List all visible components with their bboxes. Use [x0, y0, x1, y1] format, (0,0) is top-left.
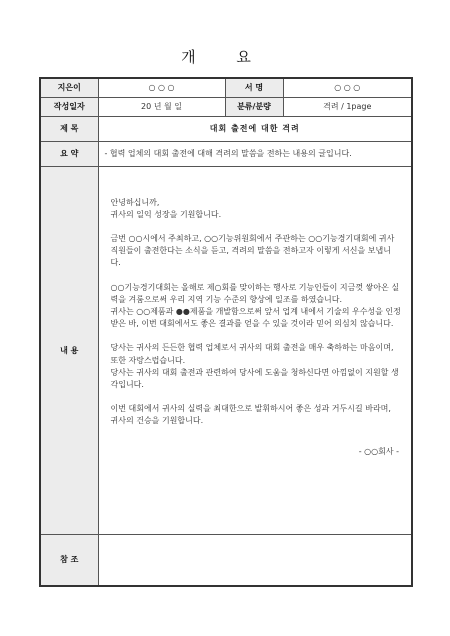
date-value: 20 년 월 일 — [98, 97, 225, 116]
writer-value: ○ ○ ○ — [98, 78, 225, 97]
category-label: 분류/분량 — [225, 97, 283, 116]
subject-label: 제 목 — [40, 116, 98, 141]
content-label: 내 용 — [40, 166, 98, 534]
content-body — [98, 166, 412, 534]
content-paragraph: 금번 ○○시에서 주최하고, ○○기능위원회에서 주관하는 ○○기능경기대회에 귀사 직원들이 출전한다는 소식을 듣고, 격려의 말씀을 전하고자 이렇게 서신을 보냅니다. — [110, 233, 395, 268]
content-paragraph: ○○기능경기대회는 올해로 제○회를 맞이하는 행사로 기능인들이 지금껏 쌓아온 실력을 겨룸으로써 우리 지역 기능 수준의 향상에 일조를 하였습니다. 귀사는 ○○제품과 ●●제품을 개발함으로써 앞서 업계 내에서 기술의 우수성을 인정받은 바, 이번 대회에서도 좋은 결과를 얻을 수 있을 것이라 믿어 의심치 않습니다. — [110, 282, 401, 329]
content-paragraph: 당사는 귀사의 든든한 협력 업체로서 귀사의 대회 출전을 매우 축하하는 마음이며, 또한 자랑스럽습니다. 당사는 귀사의 대회 출전과 관련하여 당사에 도움을 청하신다면 아낌없이 지원할 생각입니다. — [110, 343, 399, 389]
date-label: 작성일자 — [40, 97, 98, 116]
content-paragraph: 이번 대회에서 귀사의 실력을 최대한으로 발휘하시어 좋은 성과 거두시길 바라며, 귀사의 건승을 기원합니다. — [110, 404, 391, 426]
writer-label: 지은이 — [40, 78, 98, 97]
company-signature: - ○○회사 - — [358, 446, 399, 456]
content-paragraph: 안녕하십니까, 귀사의 일익 성장을 기원합니다. — [110, 197, 222, 219]
reference-label: 참 조 — [40, 534, 98, 586]
subject-value: 대회 출전에 대한 격려 — [98, 116, 412, 141]
signature-label: 서 명 — [225, 78, 283, 97]
summary-value: - 협력 업체의 대회 출전에 대해 격려의 말씀을 전하는 내용의 글입니다. — [98, 141, 412, 166]
summary-label: 요 약 — [40, 141, 98, 166]
document-title: 개 요 — [181, 48, 269, 66]
category-value: 격려 / 1page — [283, 97, 412, 116]
overview-form — [39, 77, 413, 587]
reference-value — [98, 534, 412, 586]
signature-value: ○ ○ ○ — [283, 78, 412, 97]
